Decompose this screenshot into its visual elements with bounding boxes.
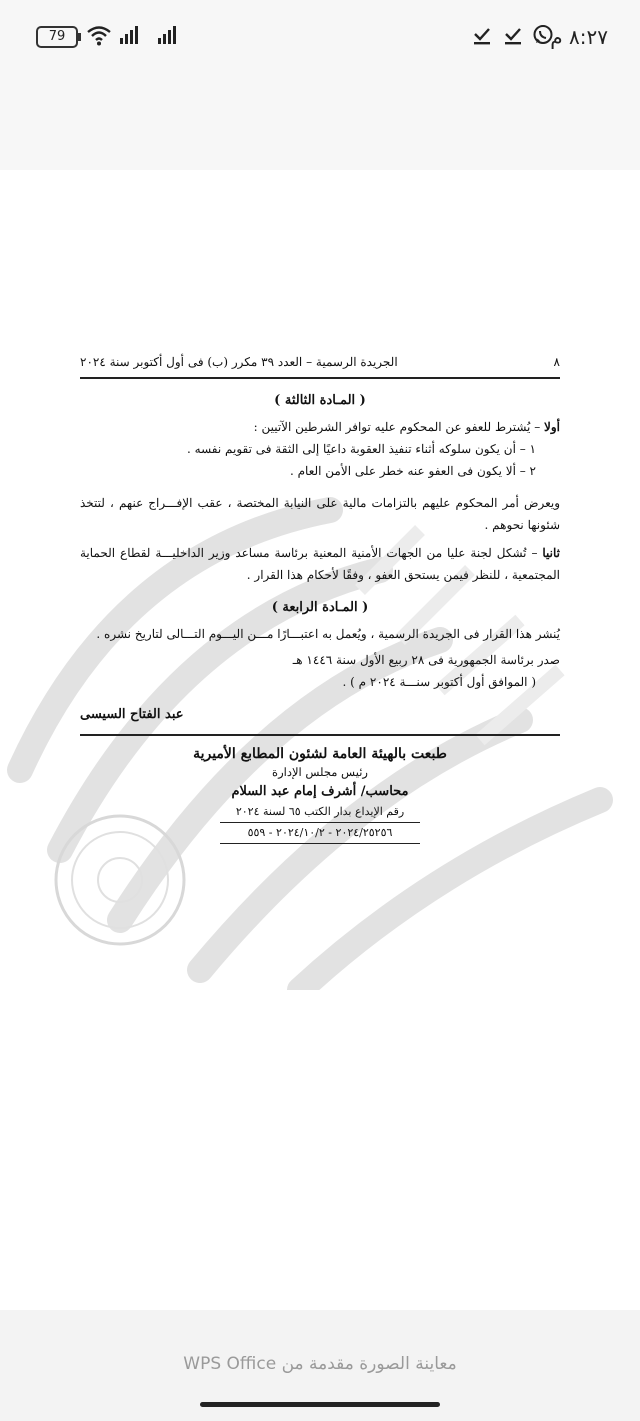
second-clause	[80, 542, 560, 586]
second-label: ثانيا	[542, 546, 560, 560]
page-header	[80, 355, 560, 379]
article-3-title: ( المـادة الثالثة )	[274, 393, 366, 408]
condition-1: ١ – أن يكون سلوكه أثناء تنفيذ العقوبة داعيًا إلى الثقة فى تقويم نفسه .	[187, 442, 536, 456]
issued-line: صدر برئاسة الجمهورية فى ٢٨ ربيع الأول سنة ١٤٤٦ هـ	[292, 653, 560, 667]
clock: ٨:٢٧ م	[550, 25, 608, 49]
status-bar	[0, 0, 640, 80]
publish-paragraph: يُنشر هذا القرار فى الجريدة الرسمية ، ويُعمل به اعتبـــارًا مـــن اليـــوم التـــالى لتاريخ نشره .	[96, 627, 560, 641]
document-content	[80, 355, 560, 844]
printer-line: طبعت بالهيئة العامة لشئون المطابع الأميرية	[193, 746, 447, 762]
gazette-header: الجريدة الرسمية – العدد ٣٩ مكرر (ب) فى أول أكتوبر سنة ٢٠٢٤	[80, 355, 398, 369]
print-codes: ٢٠٢٤/٢٥٢٥٦ - ٢٠٢٤/١٠/٢ - ٥٥٩	[220, 822, 420, 844]
article-4-title: ( المـادة الرابعة )	[271, 600, 369, 615]
wifi-icon	[86, 24, 112, 46]
review-paragraph: ويعرض أمر المحكوم عليهم بالتزامات مالية على النيابة المختصة ، عقب الإفـــراج عنهم ، لتتخذ شئونها نحوهم .	[80, 496, 560, 532]
page-number: ٨	[553, 355, 560, 369]
board-title: رئيس مجلس الإدارة	[272, 765, 368, 779]
first-clause	[80, 416, 560, 438]
first-label: أولا	[544, 420, 560, 434]
divider	[80, 734, 560, 736]
signal-icon	[120, 26, 138, 44]
condition-2: ٢ – ألا يكون فى العفو عنه خطر على الأمن العام .	[289, 464, 536, 478]
check-download-icon	[472, 27, 492, 45]
corresponding-line: ( الموافق أول أكتوبر سنـــة ٢٠٢٤ م ) .	[342, 675, 536, 689]
battery-level: 79	[48, 29, 66, 44]
signal-icon	[158, 26, 176, 44]
viewer-top-area	[0, 80, 640, 170]
deposit-number: رقم الإيداع بدار الكتب ٦٥ لسنة ٢٠٢٤	[235, 805, 405, 818]
signature: عبد الفتاح السيسى	[80, 707, 184, 722]
second-text: – تُشكل لجنة عليا من الجهات الأمنية المعنية برئاسة مساعد وزير الداخليـــة لقطاع الحماية المجتمعية ، للنظر فيمن يستحق العفو ، وفقًا لأحكام هذا القرار .	[80, 546, 560, 582]
check-download-icon	[503, 27, 523, 45]
first-text: – يُشترط للعفو عن المحكوم عليه توافر الشرطين الآتيين :	[253, 420, 545, 434]
home-indicator[interactable]	[200, 1402, 440, 1407]
board-name: محاسب/ أشرف إمام عبد السلام	[231, 784, 409, 799]
document-page[interactable]	[0, 170, 640, 1310]
battery-icon	[36, 26, 78, 48]
wps-preview-label: معاينة الصورة مقدمة من WPS Office	[183, 1354, 457, 1374]
